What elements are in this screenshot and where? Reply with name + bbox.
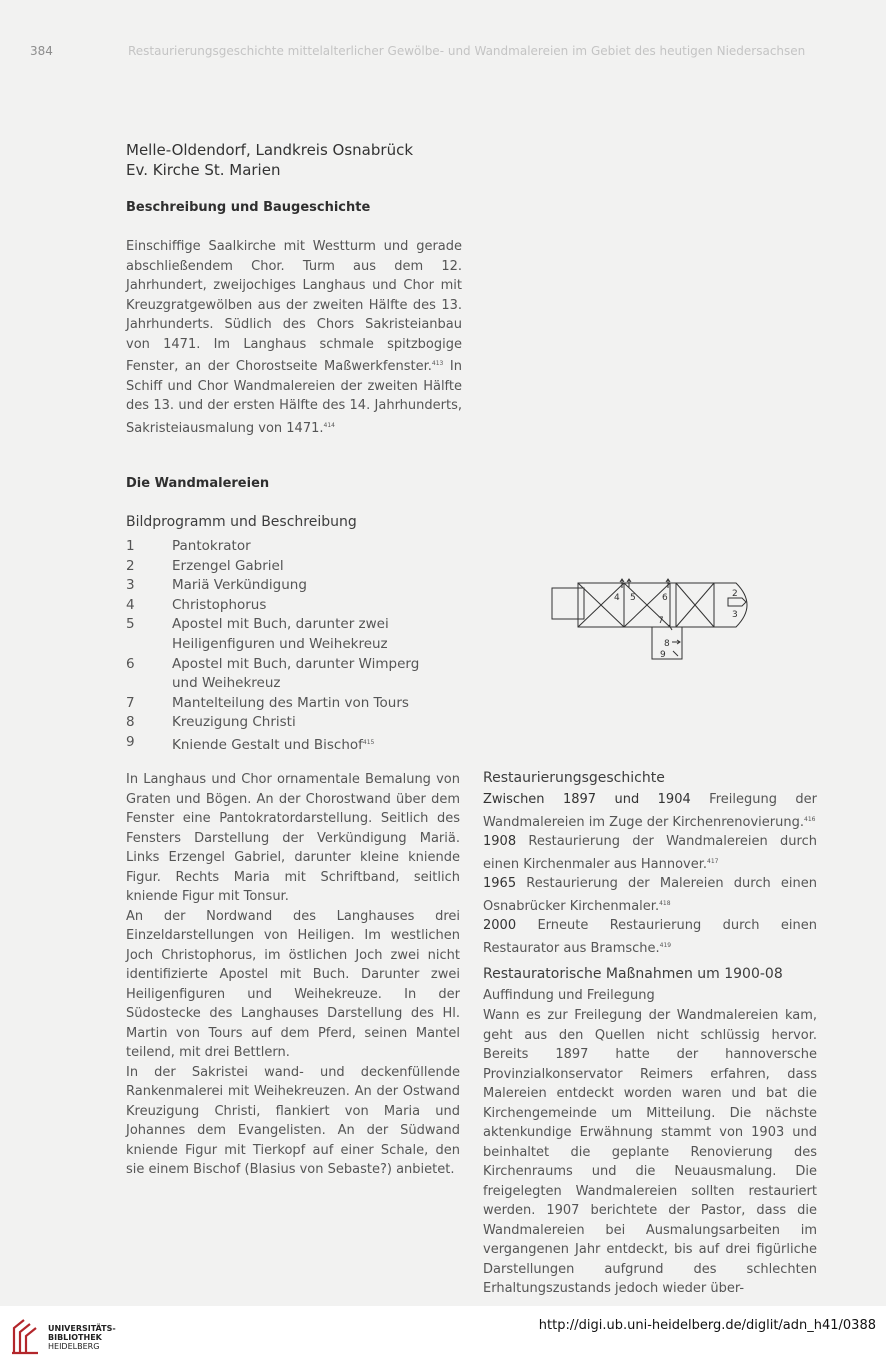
running-title: Restaurierungsgeschichte mittelalterlicher Gewölbe- und Wandmalereien im Gebiet des heutigen Niedersachsen bbox=[128, 44, 806, 58]
plan-label-6: 6 bbox=[662, 593, 668, 603]
massnahmen-heading: Restauratorische Maßnahmen um 1900-08 bbox=[483, 966, 783, 982]
apse-outline bbox=[714, 583, 747, 627]
plan-label-2: 2 bbox=[732, 589, 738, 599]
list-item: 5 Apostel mit Buch, darunter zwei Heiligenfiguren und Weihekreuz bbox=[126, 616, 389, 652]
massnahmen-subheading: Auffindung und Freilegung bbox=[483, 988, 655, 1003]
page-number: 384 bbox=[30, 44, 53, 58]
floor-plan-diagram bbox=[548, 578, 760, 662]
history-entry: 1908 Restaurierung der Wandmalereien durch einen Kirchenmaler aus Hannover.$^{417}$ bbox=[483, 834, 817, 872]
bildprogramm-list bbox=[126, 537, 466, 756]
plan-label-9: 9 bbox=[660, 650, 666, 660]
plan-label-3: 3 bbox=[732, 610, 738, 620]
beschreibung-text-1: Einschiffige Saalkirche mit Westturm und gerade abschließendem Chor. Turm aus dem 12. Jahrhundert, zweijochiges Langhaus und Chor mit Kreuzgratgewölben aus der zweiten Hälfte des 13. Jahrhunderts. Südlich des Chors Sakristeianbau von 1471. Im Langhaus schmale spitzbogige Fenster, an der Chorostseite Maßwerkfenster. bbox=[126, 239, 462, 374]
beschreibung-text-2: In Schiff und Chor Wandmalereien der zweiten Hälfte des 13. und der ersten Hälfte des 14. Jahrhunderts, Sakristeiausmalung von 1471. bbox=[126, 359, 462, 436]
restaurierungsgeschichte-list bbox=[483, 790, 817, 958]
history-entry: Zwischen 1897 und 1904 Freilegung der Wandmalereien im Zuge der Kirchenrenovierung.$^{416}$ bbox=[483, 792, 818, 830]
section-heading-beschreibung: Beschreibung und Baugeschichte bbox=[126, 200, 371, 215]
library-logo-icon bbox=[10, 1316, 40, 1356]
window-shape bbox=[728, 598, 746, 606]
running-head bbox=[30, 44, 805, 58]
permalink[interactable]: http://digi.ub.uni-heidelberg.de/diglit/adn_h41/0388 bbox=[538, 1318, 876, 1333]
library-name: UNIVERSITÄTS- BIBLIOTHEK HEIDELBERG bbox=[48, 1324, 116, 1351]
body-paragraph-2: An der Nordwand des Langhauses drei Einzeldarstellungen von Heiligen. Im westlichen Joch Christophorus, im östlichen Joch zwei nicht identifizierte Apostel mit Buch. Darunter zwei Heiligenfiguren und Weihekreuze. In der Südostecke des Langhauses Darstellung des Hl. Martin von Tours auf dem Pferd, seinen Mantel teilend, mit drei Bettlern. bbox=[126, 908, 460, 1060]
plan-label-5: 5 bbox=[630, 593, 636, 603]
list-item: 6 Apostel mit Buch, darunter Wimperg und Weihekreuz bbox=[126, 655, 420, 692]
plan-label-4: 4 bbox=[614, 593, 620, 603]
list-item: 8 Kreuzigung Christi bbox=[126, 714, 296, 731]
massnahmen-paragraph: Wann es zur Freilegung der Wandmalereien kam, geht aus den Quellen nicht schlüssig hervor. Bereits 1897 hatte der hannoversche Provinzialkonservator Reimers erfahren, dass Malereien entdeckt worden waren und bat die Kirchengemeinde um Mitteilung. Die nächste aktenkundige Erwähnung stammt von 1903 und beinhaltet die geplante Renovierung des Kirchenraums und die Neuausmalung. Die freigelegten Wandmalereien sollten restauriert werden. 1907 berichtete der Pastor, dass die Wandmalereien bei Ausmalungsarbeiten im vergangenen Jahr entdeckt, bis auf drei figürliche Darstellungen aufgrund des schlechten Erhaltungszustands jedoch wieder über- bbox=[483, 1008, 817, 1296]
list-item: 4 Christophorus bbox=[126, 596, 267, 613]
page-title bbox=[126, 140, 413, 180]
bildprogramm-heading: Bildprogramm und Beschreibung bbox=[126, 514, 357, 530]
plan-label-8: 8 bbox=[664, 639, 670, 649]
wandmalereien-body bbox=[126, 770, 460, 1180]
page-footer bbox=[0, 1306, 886, 1370]
plan-label-7: 7 bbox=[658, 616, 664, 626]
list-item: 9 Kniende Gestalt und Bischof$^{415}$ bbox=[126, 733, 375, 753]
tower-outline bbox=[552, 588, 584, 619]
restaurierungsgeschichte-heading: Restaurierungsgeschichte bbox=[483, 770, 665, 786]
footnote-ref: 414 bbox=[323, 421, 335, 429]
list-item: 3 Mariä Verkündigung bbox=[126, 577, 307, 594]
nave-outline bbox=[578, 583, 714, 627]
list-item: 2 Erzengel Gabriel bbox=[126, 557, 284, 574]
beschreibung-paragraph bbox=[126, 237, 462, 438]
list-item: 1 Pantokrator bbox=[126, 538, 251, 554]
footnote-ref: 413 bbox=[431, 360, 444, 367]
body-paragraph-3: In der Sakristei wand- und deckenfüllende Rankenmalerei mit Weihekreuzen. An der Ostwand Kreuzigung Christi, flankiert von Maria und Johannes dem Evangelisten. An der Südwand kniende Figur mit Tierkopf auf einer Schale, den sie einem Bischof (Blasius von Sebaste?) anbietet. bbox=[126, 1064, 460, 1177]
history-entry: 1965 Restaurierung der Malereien durch einen Osnabrücker Kirchenmaler.$^{418}$ bbox=[483, 876, 817, 914]
history-entry: 2000 Erneute Restaurierung durch einen Restaurator aus Bramsche.$^{419}$ bbox=[483, 918, 817, 956]
title-location: Melle-Oldendorf, Landkreis Osnabrück bbox=[126, 141, 414, 159]
list-item: 7 Mantelteilung des Martin von Tours bbox=[126, 694, 409, 711]
title-church: Ev. Kirche St. Marien bbox=[126, 161, 281, 179]
section-heading-wandmalereien: Die Wandmalereien bbox=[126, 476, 270, 491]
body-paragraph-1: In Langhaus und Chor ornamentale Bemalung von Graten und Bögen. An der Chorostwand über dem Fenster eine Pantokratordarstellung. Seitlich des Fensters Darstellung der Verkündigung Mariä. Links Erzengel Gabriel, darunter kleine kniende Figur. Rechts Maria mit Schriftband, seitlich kniende Figur mit Tonsur. bbox=[126, 772, 460, 904]
